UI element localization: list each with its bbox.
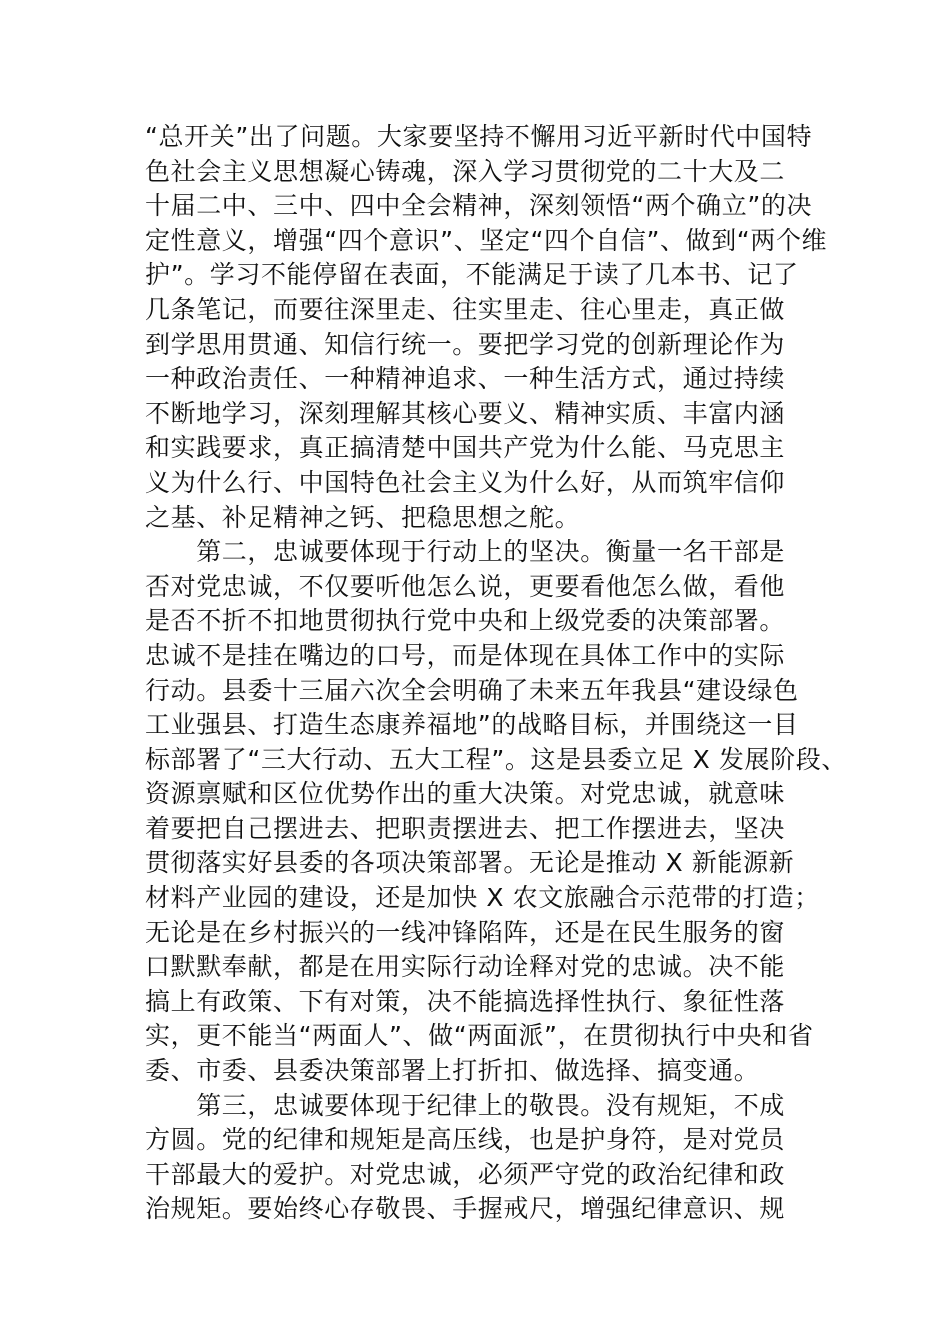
- text-line: 行动。县委十三届六次全会明确了未来五年我县“建设绿色: [145, 675, 799, 705]
- paragraph-3: [145, 1089, 845, 1227]
- text-line: 标部署了“三大行动、五大工程”。这是县委立足 X 发展阶段、: [145, 744, 847, 774]
- text-line: 一种政治责任、一种精神追求、一种生活方式，通过持续: [145, 364, 786, 394]
- text-line: 是否不折不扣地贯彻执行党中央和上级党委的决策部署。: [145, 606, 786, 636]
- paragraph-1: [145, 120, 845, 535]
- text-line: 委、市委、县委决策部署上打折扣、做选择、搞变通。: [145, 1056, 760, 1086]
- text-line: 第二，忠诚要体现于行动上的坚决。衡量一名干部是: [145, 537, 786, 567]
- text-line: 几条笔记，而要往深里走、往实里走、往心里走，真正做: [145, 294, 786, 324]
- text-line: 口默默奉献，都是在用实际行动诠释对党的忠诚。决不能: [145, 952, 786, 982]
- document-body: [145, 120, 845, 1227]
- text-line: 十届二中、三中、四中全会精神，深刻领悟“两个确立”的决: [145, 191, 813, 221]
- text-line: 到学思用贯通、知信行统一。要把学习党的创新理论作为: [145, 329, 786, 359]
- text-line: 第三，忠诚要体现于纪律上的敬畏。没有规矩，不成: [145, 1090, 786, 1120]
- text-line: 定性意义，增强“四个意识”、坚定“四个自信”、做到“两个维: [145, 225, 828, 255]
- text-line: 搞上有政策、下有对策，决不能搞选择性执行、象征性落: [145, 986, 786, 1016]
- text-line: 着要把自己摆进去、把职责摆进去、把工作摆进去，坚决: [145, 813, 786, 843]
- text-line: 方圆。党的纪律和规矩是高压线，也是护身符，是对党员: [145, 1125, 786, 1155]
- paragraph-2: [145, 535, 845, 1089]
- text-line: 干部最大的爱护。对党忠诚，必须严守党的政治纪律和政: [145, 1159, 786, 1189]
- text-line: 不断地学习，深刻理解其核心要义、精神实质、丰富内涵: [145, 398, 786, 428]
- text-line: 无论是在乡村振兴的一线冲锋陷阵，还是在民生服务的窗: [145, 917, 786, 947]
- text-line: 护”。学习不能停留在表面，不能满足于读了几本书、记了: [145, 260, 799, 290]
- text-line: 资源禀赋和区位优势作出的重大决策。对党忠诚，就意味: [145, 779, 786, 809]
- text-line: 工业强县、打造生态康养福地”的战略目标，并围绕这一目: [145, 710, 799, 740]
- text-line: 材料产业园的建设，还是加快 X 农文旅融合示范带的打造；: [145, 883, 820, 913]
- text-line: 贯彻落实好县委的各项决策部署。无论是推动 X 新能源新: [145, 848, 795, 878]
- text-line: 义为什么行、中国特色社会主义为什么好，从而筑牢信仰: [145, 467, 786, 497]
- text-line: 色社会主义思想凝心铸魂，深入学习贯彻党的二十大及二: [145, 156, 786, 186]
- text-line: 实，更不能当“两面人”、做“两面派”，在贯彻执行中央和省: [145, 1021, 814, 1051]
- text-line: 否对党忠诚，不仅要听他怎么说，更要看他怎么做，看他: [145, 571, 786, 601]
- text-line: 治规矩。要始终心存敬畏、手握戒尺，增强纪律意识、规: [145, 1194, 786, 1224]
- text-line: 忠诚不是挂在嘴边的口号，而是体现在具体工作中的实际: [145, 640, 786, 670]
- text-line: “总开关”出了问题。大家要坚持不懈用习近平新时代中国特: [145, 122, 813, 151]
- text-line: 之基、补足精神之钙、把稳思想之舵。: [145, 502, 581, 532]
- text-line: 和实践要求，真正搞清楚中国共产党为什么能、马克思主: [145, 433, 786, 463]
